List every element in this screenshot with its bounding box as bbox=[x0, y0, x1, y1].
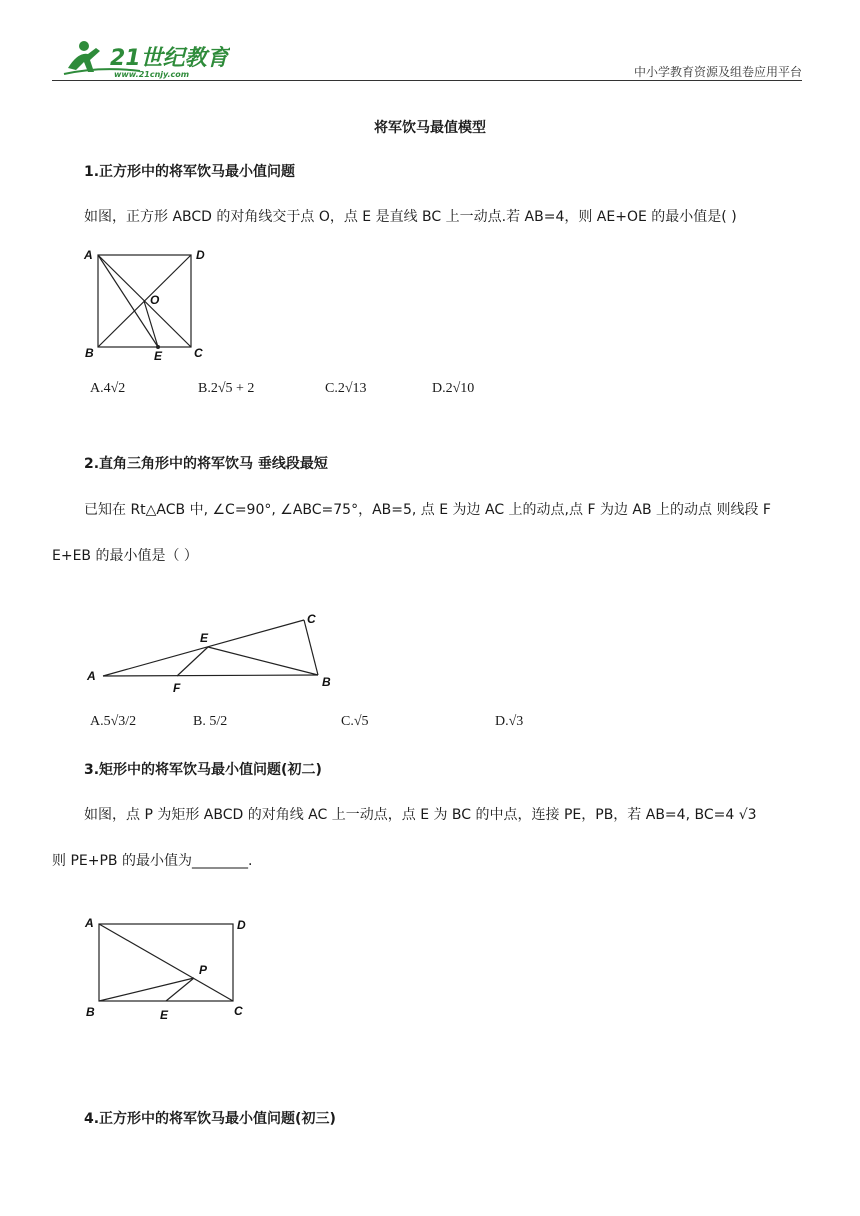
q4-heading: 4.正方形中的将军饮马最小值问题(初三) bbox=[84, 1111, 336, 1127]
logo-icon bbox=[60, 38, 230, 80]
q2-figure bbox=[82, 608, 342, 698]
q2-text-line2: E+EB 的最小值是（ ） bbox=[52, 548, 198, 564]
header-divider bbox=[52, 80, 802, 81]
q2-label-c: C bbox=[307, 612, 316, 626]
q1-text: 如图，正方形 ABCD 的对角线交于点 O，点 E 是直线 BC 上一动点.若 AB=4，则 AE+OE 的最小值是( ) bbox=[84, 209, 737, 225]
q3-figure bbox=[82, 912, 262, 1024]
q1-label-d: D bbox=[196, 248, 205, 262]
q3-text-line1: 如图，点 P 为矩形 ABCD 的对角线 AC 上一动点，点 E 为 BC 的中点，连接 PE，PB，若 AB=4, BC=4 √3 bbox=[84, 807, 757, 823]
q1-label-o: O bbox=[150, 293, 160, 307]
logo bbox=[60, 38, 230, 80]
q2-heading: 2.直角三角形中的将军饮马 垂线段最短 bbox=[84, 456, 328, 472]
q3-label-d: D bbox=[237, 918, 246, 932]
q3-label-a: A bbox=[85, 916, 94, 930]
q1-figure bbox=[82, 244, 212, 366]
q1-option-c: C.2√13 bbox=[325, 381, 367, 396]
q1-option-a: A.4√2 bbox=[90, 381, 126, 396]
q1-label-c: C bbox=[194, 346, 203, 360]
q1-label-b: B bbox=[85, 346, 94, 360]
q3-label-c: C bbox=[234, 1004, 243, 1018]
q2-option-b: B. 5/2 bbox=[193, 714, 228, 729]
svg-text:www.21cnjy.com: www.21cnjy.com bbox=[114, 70, 190, 79]
q2-option-a: A.5√3/2 bbox=[90, 714, 137, 729]
q3-label-b: B bbox=[86, 1005, 95, 1019]
q3-label-p: P bbox=[199, 963, 208, 977]
q2-option-d: D.√3 bbox=[495, 714, 524, 729]
q2-label-e: E bbox=[200, 631, 209, 645]
q1-option-d: D.2√10 bbox=[432, 381, 475, 396]
q3-text-line2: 则 PE+PB 的最小值为________. bbox=[52, 853, 253, 869]
q2-label-a: A bbox=[87, 669, 96, 683]
q2-label-f: F bbox=[173, 681, 181, 695]
q2-label-b: B bbox=[322, 675, 331, 689]
svg-text:21世纪教育: 21世纪教育 bbox=[110, 46, 229, 71]
q1-heading: 1.正方形中的将军饮马最小值问题 bbox=[84, 164, 296, 180]
q2-option-c: C.√5 bbox=[341, 714, 369, 729]
page-title: 将军饮马最值模型 bbox=[374, 120, 486, 136]
header-right-text: 中小学教育资源及组卷应用平台 bbox=[633, 65, 802, 79]
q3-label-e: E bbox=[160, 1008, 169, 1022]
q1-label-e: E bbox=[154, 349, 163, 363]
q1-label-a: A bbox=[84, 248, 93, 262]
q3-heading: 3.矩形中的将军饮马最小值问题(初二) bbox=[84, 762, 322, 778]
q1-option-b: B.2√5 + 2 bbox=[198, 381, 255, 396]
q2-text-line1: 已知在 Rt△ACB 中, ∠C=90°, ∠ABC=75°，AB=5, 点 E 为边 AC 上的动点,点 F 为边 AB 上的动点 则线段 F bbox=[84, 502, 771, 518]
